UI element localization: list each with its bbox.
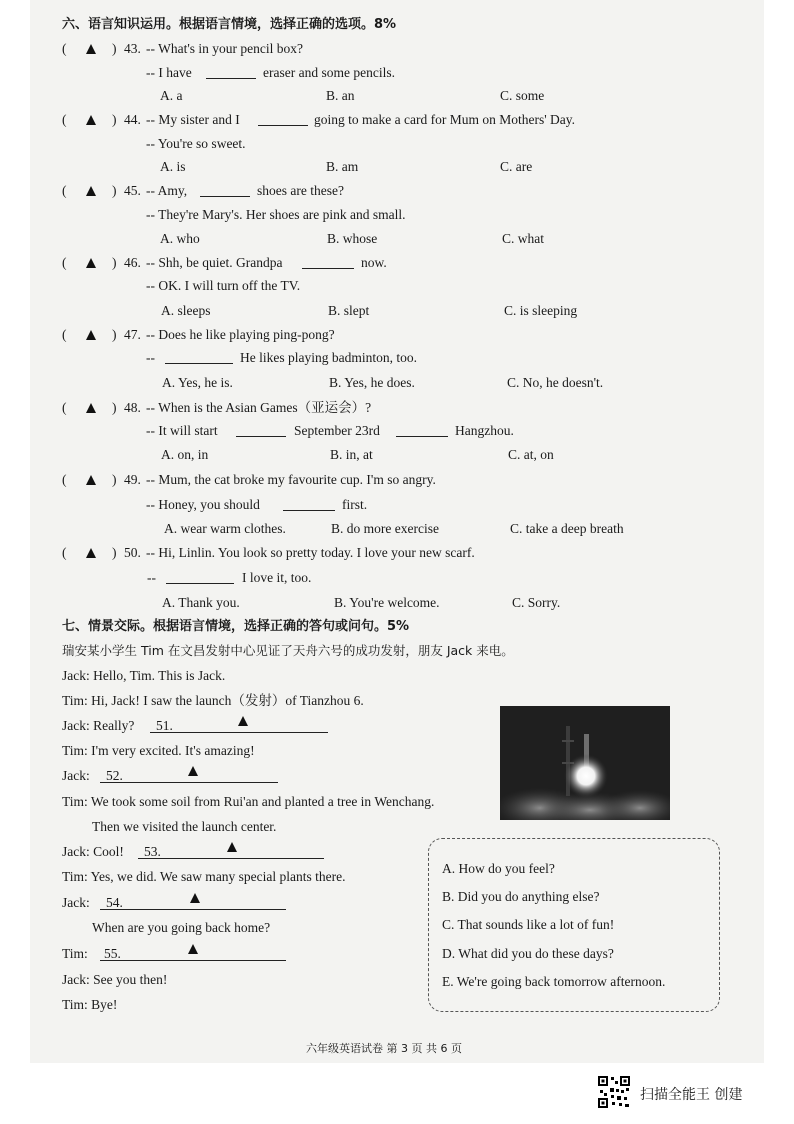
option-b: B. in, at	[330, 447, 373, 462]
question-number: 47.	[124, 327, 141, 342]
option-a: A. a	[160, 88, 183, 103]
rocket-launch-photo	[500, 706, 670, 820]
option-b: B. You're welcome.	[334, 595, 440, 610]
option-a: A. wear warm clothes.	[164, 521, 286, 536]
dialog-line: Tim: We took some soil from Rui'an and planted a tree in Wenchang.	[62, 794, 435, 809]
question-line: shoes are these?	[257, 183, 344, 198]
answer-line: -- You're so sweet.	[146, 136, 246, 151]
triangle-icon	[188, 944, 198, 954]
section7-title: 七、情景交际。根据语言情境，选择正确的答句或问句。5%	[62, 619, 410, 634]
option-c: C. Sorry.	[512, 595, 561, 610]
answer-blank	[396, 436, 448, 437]
answer-blank	[200, 196, 250, 197]
blank-number: 52.	[106, 768, 123, 783]
question-number: 49.	[124, 472, 141, 487]
answer-blank	[138, 858, 324, 859]
triangle-icon	[86, 258, 96, 268]
option-b: B. am	[326, 159, 359, 174]
answer-line: -- It will start	[146, 423, 218, 438]
answer-blank	[165, 363, 233, 364]
answer-blank	[206, 78, 256, 79]
option-b: B. do more exercise	[331, 521, 439, 536]
answer-line: I love it, too.	[242, 570, 312, 585]
question-line: -- Hi, Linlin. You look so pretty today. I love your new scarf.	[146, 545, 475, 560]
blank-number: 51.	[156, 718, 173, 733]
option-a: A. Thank you.	[162, 595, 240, 610]
dialog-line: Tim:	[62, 946, 88, 961]
dialog-line: Jack:	[62, 768, 90, 783]
answer-line: He likes playing badminton, too.	[240, 350, 417, 365]
answer-line: -- They're Mary's. Her shoes are pink and small.	[146, 207, 406, 222]
question-number: 44.	[124, 112, 141, 127]
dialog-line: Tim: Bye!	[62, 997, 118, 1012]
dialog-line: Jack: Hello, Tim. This is Jack.	[62, 668, 226, 683]
dialog-line: Tim: I'm very excited. It's amazing!	[62, 743, 255, 758]
option-c: C. take a deep breath	[510, 521, 624, 536]
triangle-icon	[86, 475, 96, 485]
answer-blank	[150, 732, 328, 733]
triangle-icon	[86, 44, 96, 54]
triangle-icon	[238, 716, 248, 726]
option-c: C. is sleeping	[504, 303, 578, 318]
blank-number: 55.	[104, 946, 121, 961]
option-a: A. on, in	[161, 447, 209, 462]
option-c: C. No, he doesn't.	[507, 375, 604, 390]
question-line: -- Shh, be quiet. Grandpa	[146, 255, 283, 270]
triangle-icon	[86, 403, 96, 413]
section7-intro: 瑞安某小学生 Tim 在文昌发射中心见证了天舟六号的成功发射，朋友 Jack 来电。	[62, 643, 514, 658]
question-line: -- Amy,	[146, 183, 188, 198]
question-number: 45.	[124, 183, 141, 198]
option-b: B. Did you do anything else?	[442, 889, 600, 904]
answer-blank	[302, 268, 354, 269]
dialog-line: Jack: Really?	[62, 718, 135, 733]
question-number: 46.	[124, 255, 141, 270]
option-a: A. Yes, he is.	[162, 375, 233, 390]
question-line: -- Does he like playing ping-pong?	[146, 327, 335, 342]
option-c: C. some	[500, 88, 545, 103]
option-b: B. whose	[327, 231, 378, 246]
qr-code-icon	[597, 1075, 631, 1109]
section6-title: 六、语言知识运用。根据语言情境，选择正确的选项。8%	[62, 17, 397, 32]
answer-line: -- Honey, you should	[146, 497, 260, 512]
blank-number: 54.	[106, 895, 123, 910]
triangle-icon	[188, 766, 198, 776]
option-a: A. who	[160, 231, 200, 246]
question-number: 50.	[124, 545, 141, 560]
answer-blank	[258, 125, 308, 126]
option-a: A. How do you feel?	[442, 861, 555, 876]
option-c: C. what	[502, 231, 544, 246]
answer-line: first.	[342, 497, 368, 512]
option-c: C. are	[500, 159, 533, 174]
question-line: now.	[361, 255, 387, 270]
triangle-icon	[86, 548, 96, 558]
scanner-watermark: 扫描全能王 创建	[640, 1087, 743, 1103]
answer-line: -- I have	[146, 65, 192, 80]
question-number: 48.	[124, 400, 141, 415]
dialog-line: Jack: See you then!	[62, 972, 168, 987]
answer-blank	[100, 782, 278, 783]
question-number: 43.	[124, 41, 141, 56]
answer-blank	[236, 436, 286, 437]
triangle-icon	[86, 115, 96, 125]
option-b: B. slept	[328, 303, 370, 318]
triangle-icon	[227, 842, 237, 852]
question-line: -- My sister and I	[146, 112, 240, 127]
answer-blank	[166, 583, 234, 584]
rocket-launch-icon	[500, 706, 670, 820]
question-line: -- What's in your pencil box?	[146, 41, 304, 56]
option-c: C. That sounds like a lot of fun!	[442, 917, 615, 932]
dialog-line: Tim: Yes, we did. We saw many special plants there.	[62, 869, 346, 884]
option-b: B. an	[326, 88, 355, 103]
question-line: -- Mum, the cat broke my favourite cup. I'm so angry.	[146, 472, 436, 487]
answer-line: September 23rd	[294, 423, 380, 438]
answer-line: -- OK. I will turn off the TV.	[146, 278, 301, 293]
option-b: B. Yes, he does.	[329, 375, 415, 390]
answer-blank	[283, 510, 335, 511]
answer-line: eraser and some pencils.	[263, 65, 395, 80]
dialog-line: When are you going back home?	[92, 920, 271, 935]
option-a: A. is	[160, 159, 186, 174]
answer-blank	[100, 909, 286, 910]
triangle-icon	[86, 330, 96, 340]
option-d: D. What did you do these days?	[442, 946, 614, 961]
option-e: E. We're going back tomorrow afternoon.	[442, 974, 666, 989]
answer-line: --	[147, 570, 156, 585]
dialog-line: Then we visited the launch center.	[92, 819, 277, 834]
answer-line: Hangzhou.	[455, 423, 514, 438]
option-c: C. at, on	[508, 447, 554, 462]
dialog-line: Jack: Cool!	[62, 844, 124, 859]
answer-line: --	[146, 350, 155, 365]
blank-number: 53.	[144, 844, 161, 859]
question-line: going to make a card for Mum on Mothers' Day.	[314, 112, 575, 127]
option-a: A. sleeps	[161, 303, 211, 318]
question-line: -- When is the Asian Games（亚运会）?	[146, 400, 372, 415]
dialog-line: Tim: Hi, Jack! I saw the launch（发射）of Tianzhou 6.	[62, 693, 364, 708]
triangle-icon	[190, 893, 200, 903]
page-footer: 六年级英语试卷 第 3 页 共 6 页	[306, 1042, 462, 1055]
dialog-line: Jack:	[62, 895, 90, 910]
answer-blank	[100, 960, 286, 961]
triangle-icon	[86, 186, 96, 196]
